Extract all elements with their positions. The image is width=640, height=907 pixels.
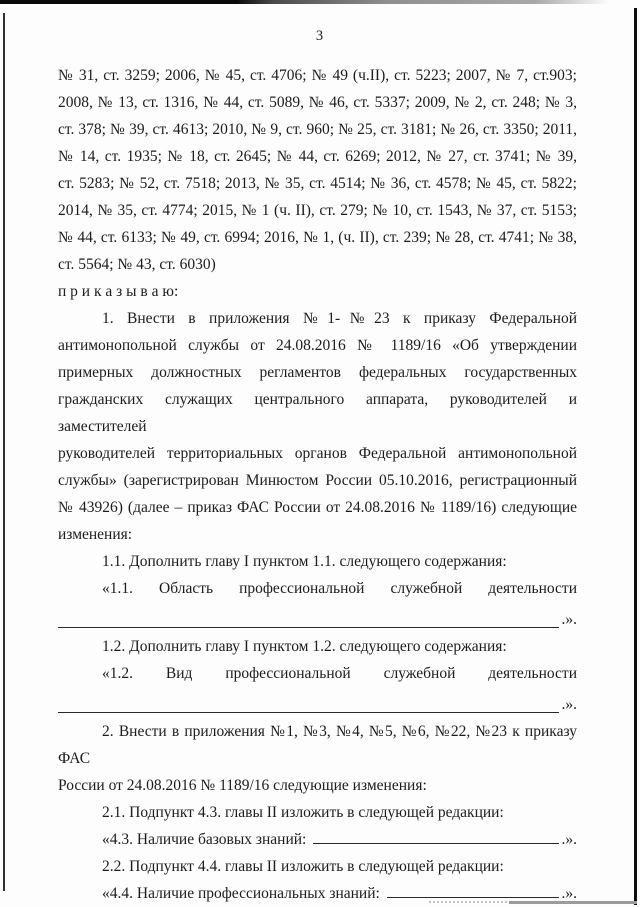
- scan-edge-left: [3, 13, 5, 891]
- text-line: руководителей территориальных органов Федеральной антимонопольной: [58, 445, 577, 462]
- text-line: № 31, ст. 3259; 2006, № 45, ст. 4706; № 49 (ч.II), ст. 5223; 2007, № 7, ст.903;: [58, 67, 577, 84]
- text-line: 1. Внести в приложения №1-№23 к приказу Федеральной: [102, 310, 577, 327]
- text-line: антимонопольной службы от 24.08.2016 № 1189/16 «Об утверждении: [58, 337, 577, 354]
- closing-quote: .».: [561, 885, 577, 902]
- document-lines: [58, 62, 577, 907]
- page-number: 3: [315, 28, 324, 44]
- text-line: [58, 687, 577, 718]
- scan-edge-top: [0, 0, 622, 4]
- text-line: № 43926) (далее – приказ ФАС России от 24.08.2016 № 1189/16) следующие: [58, 499, 577, 516]
- text-line: № 44, ст. 6133; № 49, ст. 6994; 2016, № 1, (ч. II), ст. 239; № 28, ст. 4741; № 38,: [58, 229, 577, 246]
- text-line: [58, 826, 577, 853]
- text-line: службы» (зарегистрирован Минюстом России 05.10.2016, регистрационный: [58, 472, 577, 489]
- text-line: 1.1. Дополнить главу I пунктом 1.1. следующего содержания:: [102, 553, 507, 570]
- text-line: [58, 880, 577, 907]
- text-line: 2014, № 35, ст. 4774; 2015, № 1 (ч. II), ст. 279; № 10, ст. 1543, № 37, ст. 5153;: [58, 202, 577, 219]
- text-line: России от 24.08.2016 № 1189/16 следующие изменения:: [58, 777, 427, 794]
- closing-quote: .».: [561, 696, 577, 713]
- text-line: 2.1. Подпункт 4.3. главы II изложить в следующей редакции:: [102, 804, 504, 821]
- blank-underline: [58, 626, 559, 628]
- blank-underline: [387, 896, 559, 898]
- closing-quote: .».: [561, 611, 577, 628]
- text-line: № 14, ст. 1935; № 18, ст. 2645; № 44, ст. 6269; 2012, № 27, ст. 3741; № 39,: [58, 148, 577, 165]
- text-line: п р и к а з ы в а ю:: [58, 283, 179, 300]
- text-line: ст. 5564; № 43, ст. 6030): [58, 256, 216, 273]
- text-line: [58, 602, 577, 633]
- scan-edge-right: [634, 8, 637, 905]
- document-page: [58, 26, 577, 907]
- text-line: 2008, № 13, ст. 1316, № 44, ст. 5089, № 46, ст. 5337; 2009, № 2, ст. 248; № 3,: [58, 94, 577, 111]
- text-line: «1.1. Область профессиональной служебной деятельности: [102, 580, 577, 597]
- blank-underline: [313, 842, 558, 844]
- blank-underline: [58, 711, 559, 713]
- text-line: 2.2. Подпункт 4.4. главы II изложить в следующей редакции:: [102, 858, 504, 875]
- text-line: примерных должностных регламентов федеральных государственных: [58, 364, 577, 381]
- field-label: «4.3. Наличие базовых знаний:: [102, 831, 307, 848]
- text-line: ст. 378; № 39, ст. 4613; 2010, № 9, ст. 960; № 25, ст. 3181; № 26, ст. 3350; 2011,: [58, 121, 577, 138]
- field-label: «4.4. Наличие профессиональных знаний:: [102, 885, 380, 902]
- text-line: 2. Внести в приложения №1, №3, №4, №5, №6, №22, №23 к приказу ФАС: [58, 723, 577, 767]
- closing-quote: .».: [561, 831, 577, 848]
- text-line: ст. 5283; № 52, ст. 7518; 2013, № 35, ст. 4514; № 36, ст. 4578; № 45, ст. 5822;: [58, 175, 577, 192]
- text-line: гражданских служащих центрального аппарата, руководителей и заместителей: [58, 391, 577, 435]
- text-line: 1.2. Дополнить главу I пунктом 1.2. следующего содержания:: [102, 638, 507, 655]
- text-line: «1.2. Вид профессиональной служебной деятельности: [102, 665, 577, 682]
- text-line: изменения:: [58, 526, 133, 543]
